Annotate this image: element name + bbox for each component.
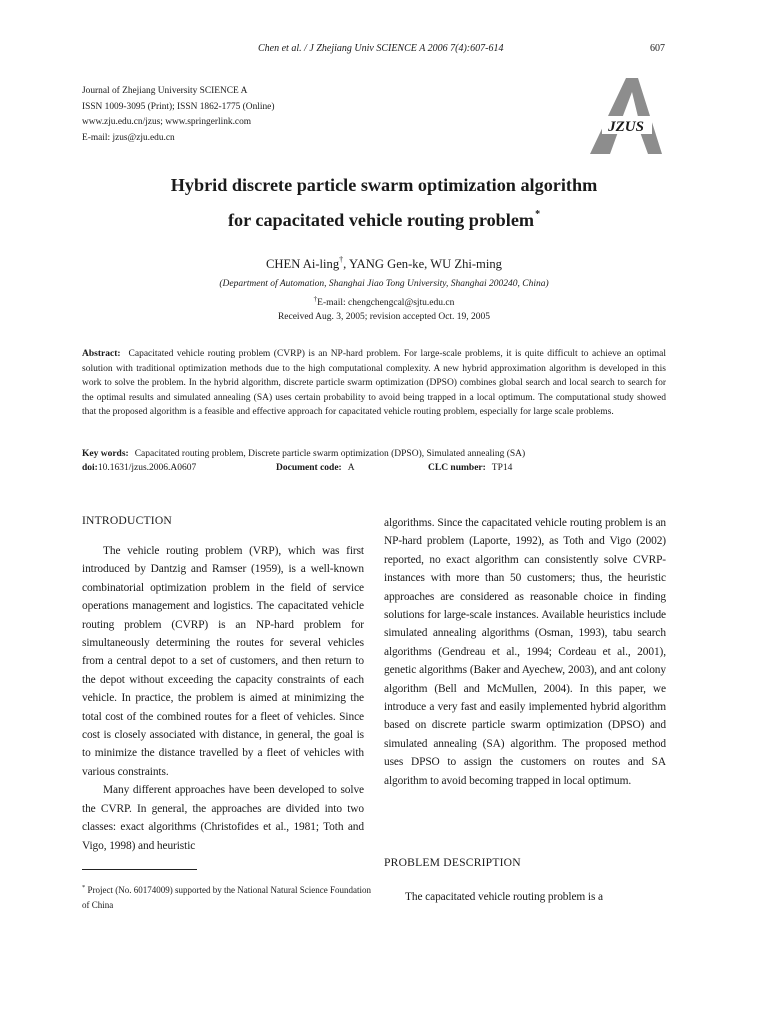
svg-text:JZUS: JZUS	[608, 119, 644, 135]
footnote	[82, 880, 372, 913]
running-head	[0, 43, 768, 57]
journal-issn: ISSN 1009-3095 (Print); ISSN 1862-1775 (Online)	[82, 101, 275, 112]
journal-name: Journal of Zhejiang University SCIENCE A	[82, 86, 248, 96]
section-heading-introduction: INTRODUCTION	[82, 514, 172, 527]
footnote-text: Project (No. 60174009) supported by the National Natural Science Foundation of China	[82, 885, 371, 910]
document-code-value: A	[347, 463, 355, 473]
corresponding-mark: †	[339, 255, 344, 264]
footnote-mark: *	[82, 884, 86, 891]
right-column	[384, 514, 666, 790]
abstract	[82, 347, 666, 420]
abstract-text: Capacitated vehicle routing problem (CVRP) is an NP-hard problem. For large-scale problems, it is quite difficult to achieve an optimal solution with traditional optimization methods due to the high computational complexity. A new hybrid approximation algorithm is developed in this work to solve the problem. In the hybrid algorithm, discrete particle swarm optimization (DPSO) combines global search and local search to search for the optimal results and simulated annealing (SA) uses certain probability to avoid being trapped in a local optimum. The computational study showed that the proposed algorithm is a feasible and effective approach for capacitated vehicle routing problem, especially for large scale problems.	[82, 349, 666, 418]
page-number: 607	[650, 43, 665, 54]
journal-web: www.zju.edu.cn/jzus; www.springerlink.com	[82, 117, 252, 127]
author-email-text: E-mail: chengchengcal@sjtu.edu.cn	[317, 298, 455, 308]
jzus-logo	[584, 74, 664, 156]
doi-label: doi:	[82, 463, 98, 473]
affiliation: (Department of Automation, Shanghai Jiao Tong University, Shanghai 200240, China)	[219, 279, 549, 289]
intro-paragraph-1: The vehicle routing problem (VRP), which was first introduced by Dantzig and Ramser (1959), is a well-known combinatorial optimization problem in the field of service operations management and logistics. The capacitated vehicle routing problem (CVRP) is an NP-hard problem for simultaneously determining the routes for several vehicles from a central depot to a set of customers, and then return to the depot without exceeding the capacity constraints of each vehicle. In practice, the problem is aimed at minimizing the total cost of the combined routes for a fleet of vehicles. Since cost is closely associated with distance, in general, the goal is to minimize the distance travelled by a fleet of vehicles with various constraints.	[82, 545, 364, 778]
other-authors: , YANG Gen-ke, WU Zhi-ming	[343, 257, 502, 271]
author-email-mark: †	[313, 295, 318, 303]
author-list	[0, 255, 768, 272]
left-column	[82, 542, 364, 855]
intro-paragraph-2: Many different approaches have been developed to solve the CVRP. In general, the approaches are divided into two classes: exact algorithms (Christofides et al., 1981; Toth and Vigo, 1998) and heuristic	[82, 784, 364, 852]
right-column-continued	[384, 888, 666, 906]
keywords	[82, 449, 525, 459]
paper-title-line2-text: for capacitated vehicle routing problem	[227, 210, 535, 230]
keywords-label: Key words:	[82, 449, 129, 459]
intro-paragraph-3: algorithms. Since the capacitated vehicle routing problem is an NP-hard problem (Laporte, 1992), as Toth and Vigo (2002) reported, no exact algorithm can consistently solve CVRP-instances with more than 50 customers; thus, the heuristic approaches are considered as reasonable choice in finding solutions for large-scale instances. Available heuristics include simulated annealing algorithms (Osman, 1993), tabu search algorithms (Gendreau et al., 1994; Cordeau et al., 2001), genetic algorithms (Baker and Ayechew, 2003), and ant colony algorithm (Bell and McMullen, 2004). In this paper, we introduce a very fast and easily implemented hybrid algorithm based on discrete particle swarm optimization (DPSO) and simulated annealing (SA) algorithm. The proposed method uses DPSO to assign the customers on routes and SA algorithm to avoid becoming trapped in local optimum.	[384, 517, 666, 787]
title-footnote-mark: *	[535, 209, 541, 220]
document-code-label: Document code:	[276, 463, 342, 473]
problem-paragraph-1: The capacitated vehicle routing problem is a	[405, 891, 604, 903]
paper-title-line1: Hybrid discrete particle swarm optimization algorithm	[170, 175, 598, 195]
paper-title-line2	[0, 200, 768, 235]
clc-value: TP14	[491, 463, 513, 473]
first-author: CHEN Ai-ling	[266, 257, 340, 271]
journal-email: E-mail: jzus@zju.edu.cn	[82, 132, 175, 143]
section-heading-problem-description: PROBLEM DESCRIPTION	[384, 856, 521, 869]
keywords-text: Capacitated routing problem, Discrete particle swarm optimization (DPSO), Simulated annealing (SA)	[134, 449, 526, 459]
clc-number	[428, 463, 512, 473]
doi	[82, 463, 196, 473]
abstract-label: Abstract:	[82, 349, 121, 359]
received-date: Received Aug. 3, 2005; revision accepted Oct. 19, 2005	[277, 312, 491, 322]
doi-text: 10.1631/jzus.2006.A0607	[97, 463, 197, 473]
clc-label: CLC number:	[428, 463, 486, 473]
running-head-citation: Chen et al. / J Zhejiang Univ SCIENCE A 2006 7(4):607-614	[258, 43, 504, 54]
document-code	[276, 463, 355, 473]
journal-info	[82, 84, 274, 146]
author-email	[0, 295, 768, 308]
footnote-rule	[82, 869, 197, 870]
